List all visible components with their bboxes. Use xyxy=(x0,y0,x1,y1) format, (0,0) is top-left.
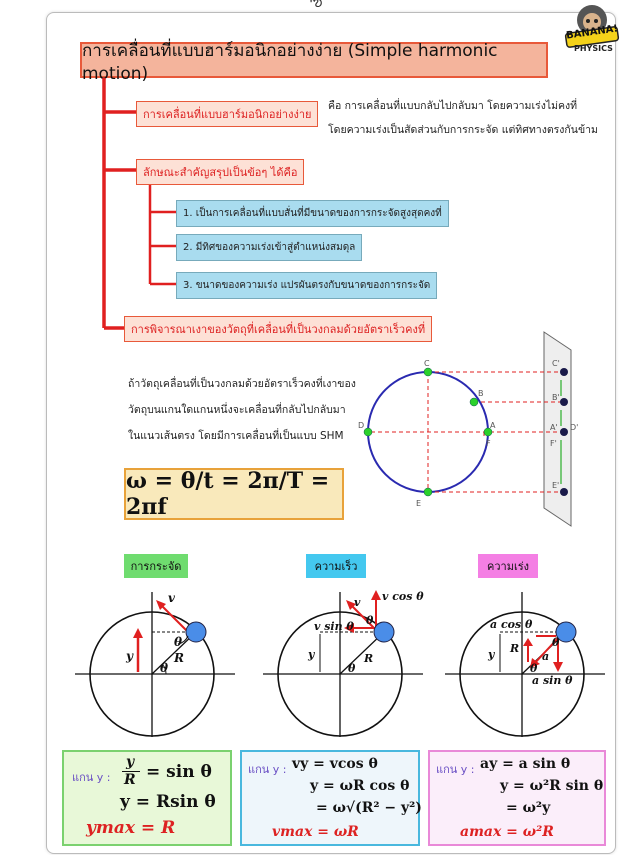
eq-fraction-denominator: R xyxy=(124,772,136,788)
eq-sqrt-line: = ω√(R² − y²) xyxy=(316,800,422,816)
screen-label-b: B' xyxy=(552,393,560,402)
projection-text-2: วัตถุบนแกนใดแกนหนึ่งจะเคลื่อนที่กลับไปกลับมา xyxy=(128,404,346,416)
label-theta-1: θ xyxy=(552,636,560,649)
label-a-sin: a sin θ xyxy=(532,674,573,687)
label-y: y xyxy=(308,648,315,661)
characteristic-item-3: 3. ขนาดของความเร่ง แปรผันตรงกับขนาดของการกระจัด xyxy=(176,272,437,299)
eq-ay-line: ay = a sin θ xyxy=(480,756,571,772)
point-label-d: D xyxy=(358,421,365,430)
label-r: R xyxy=(174,651,184,665)
page-number: ఌ xyxy=(310,0,323,10)
label-theta-2: θ xyxy=(160,661,169,675)
screen-label-c: C' xyxy=(552,359,560,368)
point-label-a: A xyxy=(490,421,496,430)
axis-label: แกน y : xyxy=(248,763,287,776)
projection-text-3: ในแนวเส้นตรง โดยมีการเคลื่อนที่เป็นแบบ SHM xyxy=(128,430,344,442)
eq-omega-y-line: = ω²y xyxy=(506,800,551,816)
eq-y-line: y = ω²R sin θ xyxy=(500,778,604,794)
logo-text-bottom: PHYSICS xyxy=(574,44,613,53)
definition-text-1: คือ การเคลื่อนที่แบบกลับไปกลับมา โดยความเร่งไม่คงที่ xyxy=(328,100,578,112)
eq-y-line: y = Rsin θ xyxy=(120,792,216,812)
section-title-displacement: การกระจัด xyxy=(124,554,188,578)
label-r: R xyxy=(364,652,374,665)
axis-label: แกน y : xyxy=(72,771,111,784)
definition-label: การเคลื่อนที่แบบฮาร์มอนิกอย่างง่าย xyxy=(136,101,318,127)
point-label-c: C xyxy=(424,359,430,368)
label-a: a xyxy=(542,650,550,663)
point-label-f: F xyxy=(486,439,491,448)
characteristic-item-1: 1. เป็นการเคลื่อนที่แบบสั่นที่มีขนาดของการกระจัดสูงสุดคงที่ xyxy=(176,200,449,227)
characteristic-item-2: 2. มีทิศของความเร่งเข้าสู่ตำแหน่งสมดุล xyxy=(176,234,362,261)
logo-text-top: BANANA! xyxy=(565,23,619,42)
velocity-equations xyxy=(240,750,420,846)
eq-vmax-line: vmax = ωR xyxy=(272,824,359,840)
acceleration-equations xyxy=(428,750,606,846)
page-title: การเคลื่อนที่แบบฮาร์มอนิกอย่างง่าย (Simple harmonic motion) xyxy=(80,42,548,78)
displacement-diagram xyxy=(70,582,240,742)
section-title-acceleration: ความเร่ง xyxy=(478,554,538,578)
eq-vy-line: vy = vcos θ xyxy=(292,756,378,772)
label-v: v xyxy=(354,596,361,609)
projection-text-1: ถ้าวัตถุเคลื่อนที่เป็นวงกลมด้วยอัตราเร็วคงที่เงาของ xyxy=(128,378,356,390)
acceleration-diagram xyxy=(440,582,610,742)
screen-label-e: E' xyxy=(552,481,560,490)
eq-fraction-numerator: y xyxy=(126,754,135,770)
mind-map-connector xyxy=(0,0,640,360)
eq-amax-line: amax = ω²R xyxy=(460,824,554,840)
point-label-e: E xyxy=(416,499,422,508)
eq-sin-line: = sin θ xyxy=(146,762,212,782)
label-theta-1: θ xyxy=(366,614,374,627)
label-y: y xyxy=(126,649,133,663)
label-theta-2: θ xyxy=(530,662,538,675)
label-y: y xyxy=(488,648,495,661)
screen-label-d: D' xyxy=(570,423,579,432)
definition-text-2: โดยความเร่งเป็นสัดส่วนกับการกระจัด แต่ทิศทางตรงกันข้าม xyxy=(328,124,598,136)
label-v-cos: v cos θ xyxy=(382,590,424,603)
eq-ymax-line: ymax = R xyxy=(86,818,176,838)
projection-label: การพิจารณาเงาของวัตถุที่เคลื่อนที่เป็นวงกลมด้วยอัตราเร็วคงที่ xyxy=(124,316,432,342)
point-label-b: B xyxy=(478,389,484,398)
displacement-equations xyxy=(62,750,232,846)
label-v-sin: v sin θ xyxy=(314,620,354,633)
characteristics-label: ลักษณะสำคัญสรุปเป็นข้อๆ ได้คือ xyxy=(136,159,304,185)
screen-label-a: A' xyxy=(550,423,558,432)
velocity-diagram xyxy=(258,582,428,742)
circle-projection-diagram xyxy=(356,330,606,530)
omega-formula: ω = θ/t = 2π/T = 2πf xyxy=(124,468,344,520)
label-v: v xyxy=(168,591,175,605)
axis-label: แกน y : xyxy=(436,763,475,776)
section-title-velocity: ความเร็ว xyxy=(306,554,366,578)
label-r: R xyxy=(510,642,520,655)
eq-y-line: y = ωR cos θ xyxy=(310,778,410,794)
label-theta-1: θ xyxy=(174,635,183,649)
screen-label-f: F' xyxy=(550,439,557,448)
label-a-cos: a cos θ xyxy=(490,618,533,631)
label-theta-2: θ xyxy=(348,662,356,675)
